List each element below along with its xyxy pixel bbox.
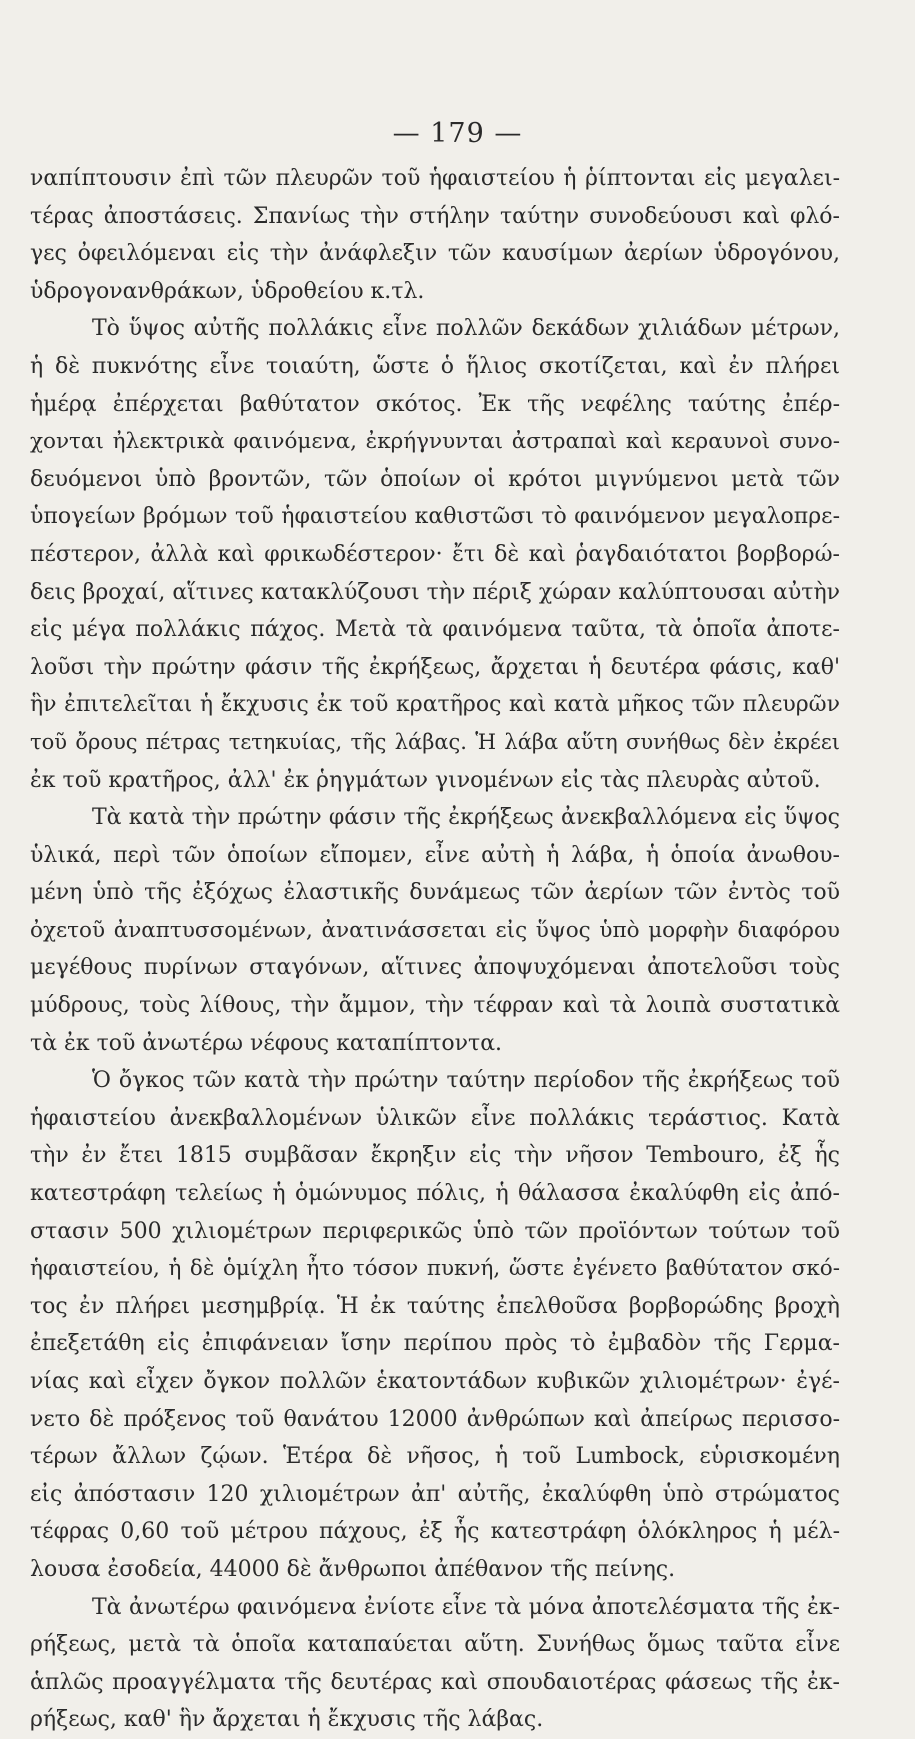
text-line: γες ὀφειλόμεναι εἰς τὴν ἀνάφλεξιν τῶν καυσίμων ἀερίων ὑδρογόνου, [30, 241, 840, 267]
text-line: στασιν 500 χιλιομέτρων περιφερικῶς ὑπὸ τῶν προϊόντων τούτων τοῦ [30, 1218, 840, 1244]
text-line: ὑπογείων βρόμων τοῦ ἡφαιστείου καθιστῶσι τὸ φαινόμενον μεγαλοπρε- [30, 504, 840, 530]
text-line: ἡφαιστείου, ἡ δὲ ὁμίχλη ἦτο τόσον πυκνή, ὥστε ἐγένετο βαθύτατον σκό- [30, 1256, 840, 1282]
text-line: ἁπλῶς προαγγέλματα τῆς δευτέρας καὶ σπουδαιοτέρας φάσεως τῆς ἐκ- [30, 1669, 840, 1695]
text-line: τέρας ἀποστάσεις. Σπανίως τὴν στήλην ταύτην συνοδεύουσι καὶ φλό- [30, 203, 840, 229]
text-line: ἣν ἐπιτελεῖται ἡ ἔκχυσις ἐκ τοῦ κρατῆρος καὶ κατὰ μῆκος τῶν πλευρῶν [30, 692, 840, 718]
text-line: ἐκ τοῦ κρατῆρος, ἀλλ' ἐκ ῥηγμάτων γινομένων εἰς τὰς πλευρὰς αὐτοῦ. [30, 767, 821, 793]
text-line: νετο δὲ πρόξενος τοῦ θανάτου 12000 ἀνθρώπων καὶ ἀπείρως περισσο- [30, 1406, 840, 1432]
text-line: μεγέθους πυρίνων σταγόνων, αἵτινες ἀποψυχόμεναι ἀποτελοῦσι τοὺς [30, 955, 840, 981]
text-line: ρήξεως, καθ' ἣν ἄρχεται ἡ ἔκχυσις τῆς λάβας. [30, 1707, 544, 1733]
text-line: δευόμενοι ὑπὸ βροντῶν, τῶν ὁποίων οἱ κρότοι μιγνύμενοι μετὰ τῶν [30, 466, 840, 492]
text-line: Τὸ ὕψος αὐτῆς πολλάκις εἶνε πολλῶν δεκάδων χιλιάδων μέτρων, [92, 316, 840, 342]
text-line: τος ἐν πλήρει μεσημβρίᾳ. Ἡ ἐκ ταύτης ἐπελθοῦσα βορβορώδης βροχὴ [30, 1293, 840, 1319]
text-line: τὴν ἐν ἔτει 1815 συμβᾶσαν ἔκρηξιν εἰς τὴν νῆσον Tembouro, ἐξ ἧς [30, 1143, 840, 1169]
text-line: ἐπεξετάθη εἰς ἐπιφάνειαν ἴσην περίπου πρὸς τὸ ἐμβαδὸν τῆς Γερμα- [30, 1331, 840, 1357]
text-line: κατεστράφη τελείως ἡ ὁμώνυμος πόλις, ἡ θάλασσα ἐκαλύφθη εἰς ἀπό- [30, 1181, 840, 1207]
text-line: Τὰ κατὰ τὴν πρώτην φάσιν τῆς ἐκρήξεως ἀνεκβαλλόμενα εἰς ὕψος [92, 805, 840, 831]
text-line: λοῦσι τὴν πρώτην φάσιν τῆς ἐκρήξεως, ἄρχεται ἡ δευτέρα φάσις, καθ' [30, 654, 840, 680]
text-line: ἡ δὲ πυκνότης εἶνε τοιαύτη, ὥστε ὁ ἥλιος σκοτίζεται, καὶ ἐν πλήρει [30, 353, 840, 379]
text-line: Ὁ ὄγκος τῶν κατὰ τὴν πρώτην ταύτην περίοδον τῆς ἐκρήξεως τοῦ [92, 1068, 840, 1094]
text-line: ἡμέρᾳ ἐπέρχεται βαθύτατον σκότος. Ἐκ τῆς νεφέλης ταύτης ἐπέρ- [30, 391, 840, 417]
text-line: ναπίπτουσιν ἐπὶ τῶν πλευρῶν τοῦ ἡφαιστείου ἡ ῥίπτονται εἰς μεγαλει- [30, 166, 840, 191]
text-line: ρήξεως, μετὰ τὰ ὁποῖα καταπαύεται αὕτη. Συνήθως ὅμως ταῦτα εἶνε [30, 1632, 840, 1658]
text-line: μένη ὑπὸ τῆς ἐξόχως ἐλαστικῆς δυνάμεως τῶν ἀερίων τῶν ἐντὸς τοῦ [30, 880, 840, 906]
text-line: λουσα ἐσοδεία, 44000 δὲ ἄνθρωποι ἀπέθανον τῆς πείνης. [30, 1556, 676, 1582]
text-line: εἰς μέγα πολλάκις πάχος. Μετὰ τὰ φαινόμενα ταῦτα, τὰ ὁποῖα ἀποτε- [30, 617, 840, 643]
text-line: ἡφαιστείου ἀνεκβαλλομένων ὑλικῶν εἶνε πολλάκις τεράστιος. Κατὰ [30, 1105, 840, 1131]
text-line: ὑλικά, περὶ τῶν ὁποίων εἴπομεν, εἶνε αὐτὴ ἡ λάβα, ἡ ὁποία ἀνωθου- [30, 842, 840, 868]
text-line: εἰς ἀπόστασιν 120 χιλιομέτρων ἀπ' αὐτῆς, ἐκαλύφθη ὑπὸ στρώματος [30, 1481, 840, 1507]
text-line: Τὰ ἀνωτέρω φαινόμενα ἐνίοτε εἶνε τὰ μόνα ἀποτελέσματα τῆς ἐκ- [92, 1594, 840, 1620]
text-line: νίας καὶ εἶχεν ὄγκον πολλῶν ἑκατοντάδων κυβικῶν χιλιομέτρων· ἐγέ- [30, 1369, 840, 1394]
page-number: — 179 — [392, 118, 523, 149]
text-line: πέστερον, ἀλλὰ καὶ φρικωδέστερον· ἔτι δὲ καὶ ῥαγδαιότατοι βορβορώ- [30, 541, 840, 567]
text-line: ὑδρογονανθράκων, ὑδροθείου κ.τλ. [30, 278, 425, 304]
text-line: χονται ἠλεκτρικὰ φαινόμενα, ἐκρήγνυνται ἀστραπαὶ καὶ κεραυνοὶ συνο- [30, 429, 840, 455]
text-line: τὰ ἐκ τοῦ ἀνωτέρω νέφους καταπίπτοντα. [30, 1030, 503, 1056]
text-line: δεις βροχαί, αἵτινες κατακλύζουσι τὴν πέριξ χώραν καλύπτουσαι αὐτὴν [30, 579, 840, 605]
body-text [30, 160, 840, 1739]
text-line: τέφρας 0,60 τοῦ μέτρου πάχους, ἐξ ἧς κατεστράφη ὁλόκληρος ἡ μέλ- [30, 1519, 840, 1545]
text-line: ὀχετοῦ ἀναπτυσσομένων, ἀνατινάσσεται εἰς ὕψος ὑπὸ μορφὴν διαφόρου [30, 917, 840, 943]
text-line: τοῦ ὄρους πέτρας τετηκυίας, τῆς λάβας. Ἡ λάβα αὕτη συνήθως δὲν ἐκρέει [30, 729, 840, 754]
text-line: τέρων ἄλλων ζῴων. Ἑτέρα δὲ νῆσος, ἡ τοῦ Lumbock, εὑρισκομένη [30, 1444, 840, 1470]
text-line: μύδρους, τοὺς λίθους, τὴν ἄμμον, τὴν τέφραν καὶ τὰ λοιπὰ συστατικὰ [30, 993, 840, 1019]
